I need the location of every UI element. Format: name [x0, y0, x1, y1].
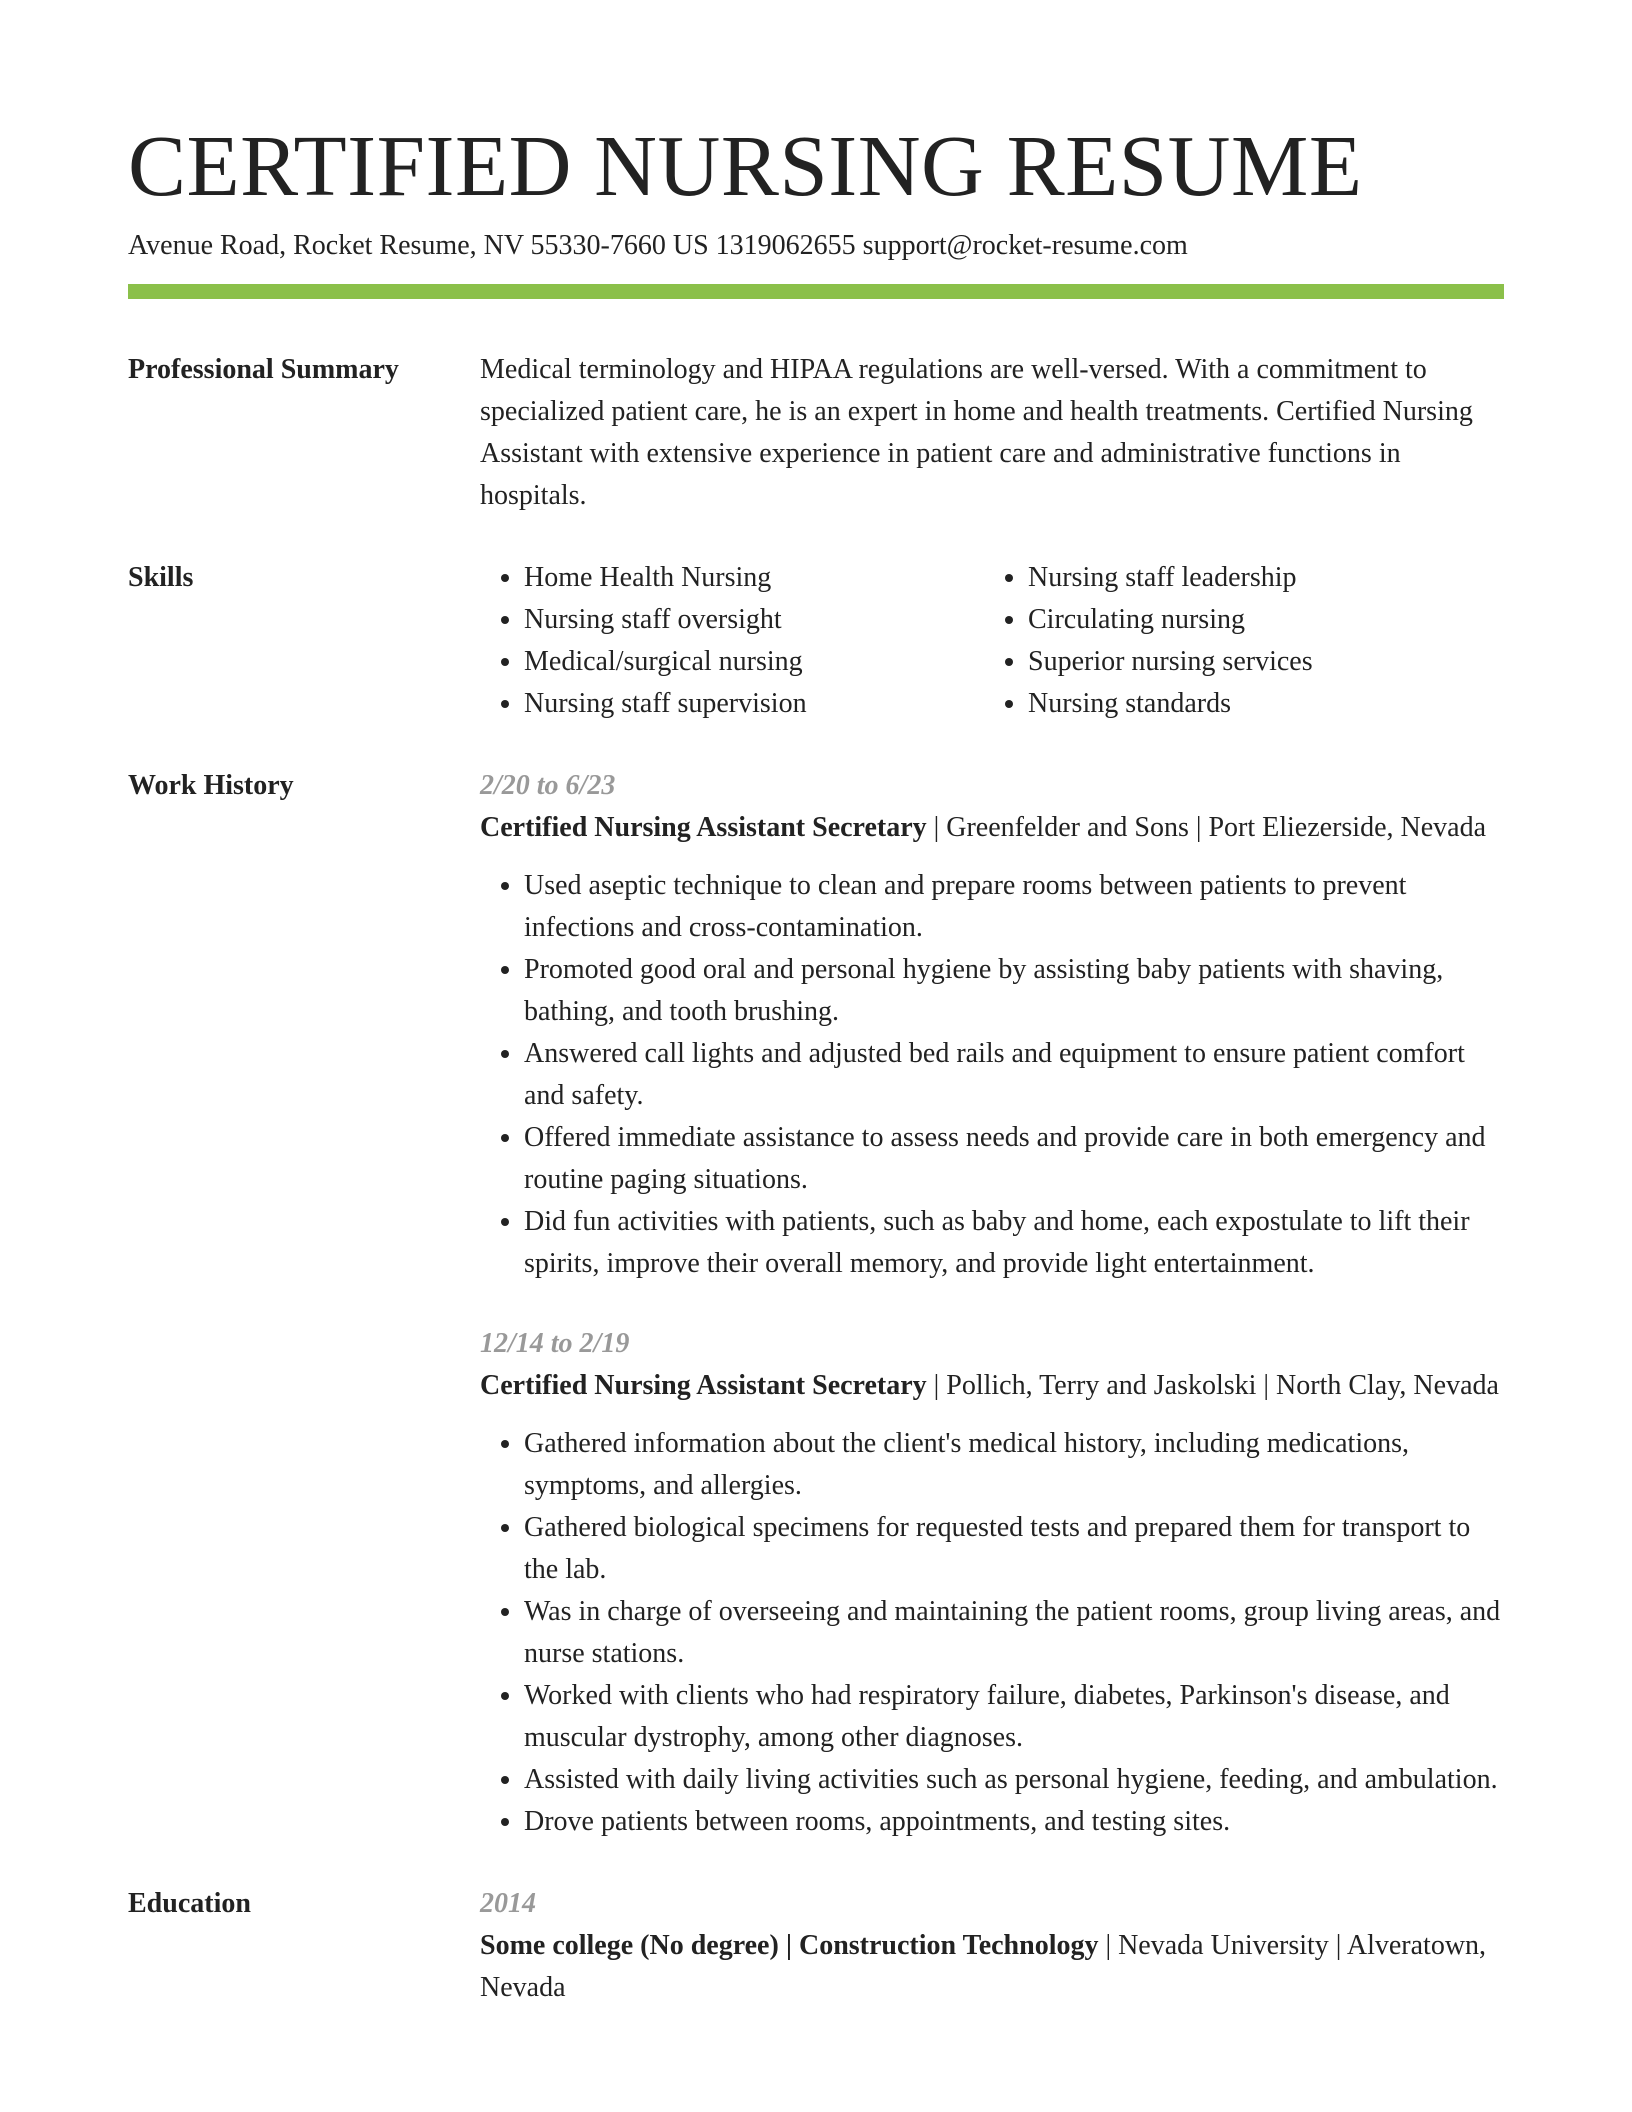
header-divider: [128, 284, 1504, 299]
job-bullet: • Assisted with daily living activities such as personal hygiene, feeding, and ambulation.: [524, 1759, 1504, 1801]
job-heading: [480, 1365, 1504, 1407]
contact-line: Avenue Road, Rocket Resume, NV 55330-7660 US 1319062655 support@rocket-resume.com: [128, 229, 1188, 261]
work-history-label: Work History: [128, 770, 294, 802]
job-heading: [480, 807, 1504, 849]
skill-item: • Home Health Nursing: [524, 557, 984, 599]
skill-item: • Nursing standards: [1028, 683, 1488, 725]
job-bullet: • Offered immediate assistance to assess needs and provide care in both emergency and routine paging situations.: [524, 1117, 1504, 1201]
job-details: | Pollich, Terry and Jaskolski | North Clay, Nevada: [926, 1370, 1499, 1402]
job-bullet: • Gathered information about the client's medical history, including medications, symptoms, and allergies.: [524, 1423, 1504, 1507]
job-title: Certified Nursing Assistant Secretary: [480, 812, 927, 844]
job-bullet: • Gathered biological specimens for requested tests and prepared them for transport to the lab.: [524, 1507, 1504, 1591]
job-bullet: • Used aseptic technique to clean and prepare rooms between patients to prevent infections and cross-contamination.: [524, 865, 1504, 949]
skills-list: [480, 557, 1504, 725]
education-degree: Some college (No degree) | Construction Technology: [480, 1930, 1099, 1962]
skill-item: • Nursing staff supervision: [524, 683, 984, 725]
education-label: Education: [128, 1888, 251, 1920]
job-entry: [480, 1323, 1504, 1843]
skill-item: • Nursing staff leadership: [1028, 557, 1488, 599]
work-history-section: [128, 765, 1504, 1843]
job-date: 12/14 to 2/19: [480, 1328, 630, 1360]
job-bullet: • Answered call lights and adjusted bed rails and equipment to ensure patient comfort and safety.: [524, 1033, 1504, 1117]
job-bullet: • Promoted good oral and personal hygiene by assisting baby patients with shaving, bathing, and tooth brushing.: [524, 949, 1504, 1033]
job-title: Certified Nursing Assistant Secretary: [480, 1370, 927, 1402]
skills-label: Skills: [128, 562, 194, 594]
skill-item: • Nursing staff oversight: [524, 599, 984, 641]
job-bullet: • Drove patients between rooms, appointments, and testing sites.: [524, 1801, 1504, 1843]
education-heading: [480, 1925, 1504, 2009]
job-bullet: • Was in charge of overseeing and maintaining the patient rooms, group living areas, and nurse stations.: [524, 1591, 1504, 1675]
skills-column-right: [984, 557, 1488, 725]
job-bullets: [480, 865, 1504, 1285]
education-date: 2014: [480, 1888, 536, 1920]
job-bullet: • Did fun activities with patients, such as baby and home, each expostulate to lift their spirits, improve their overall memory, and provide light entertainment.: [524, 1201, 1504, 1285]
resume-title: CERTIFIED NURSING RESUME: [128, 117, 1363, 214]
summary-section: [128, 349, 1504, 517]
skills-column-left: [480, 557, 984, 725]
job-details: | Greenfelder and Sons | Port Eliezerside, Nevada: [926, 812, 1486, 844]
skill-item: • Medical/surgical nursing: [524, 641, 984, 683]
job-date: 2/20 to 6/23: [480, 770, 616, 802]
education-details: | Nevada University | Alveratown, Nevada: [480, 1930, 1487, 2004]
skills-section: [128, 557, 1504, 725]
job-bullet: • Worked with clients who had respiratory failure, diabetes, Parkinson's disease, and muscular dystrophy, among other diagnoses.: [524, 1675, 1504, 1759]
job-entry: [480, 765, 1504, 1285]
skill-item: • Superior nursing services: [1028, 641, 1488, 683]
summary-label: Professional Summary: [128, 354, 399, 386]
education-section: [128, 1883, 1504, 2009]
summary-text: Medical terminology and HIPAA regulations are well-versed. With a commitment to specialized patient care, he is an expert in home and health treatments. Certified Nursing Assistant with extensive experience in patient care and administrative functions in hospitals.: [480, 354, 1473, 512]
job-bullets: [480, 1423, 1504, 1843]
skill-item: • Circulating nursing: [1028, 599, 1488, 641]
